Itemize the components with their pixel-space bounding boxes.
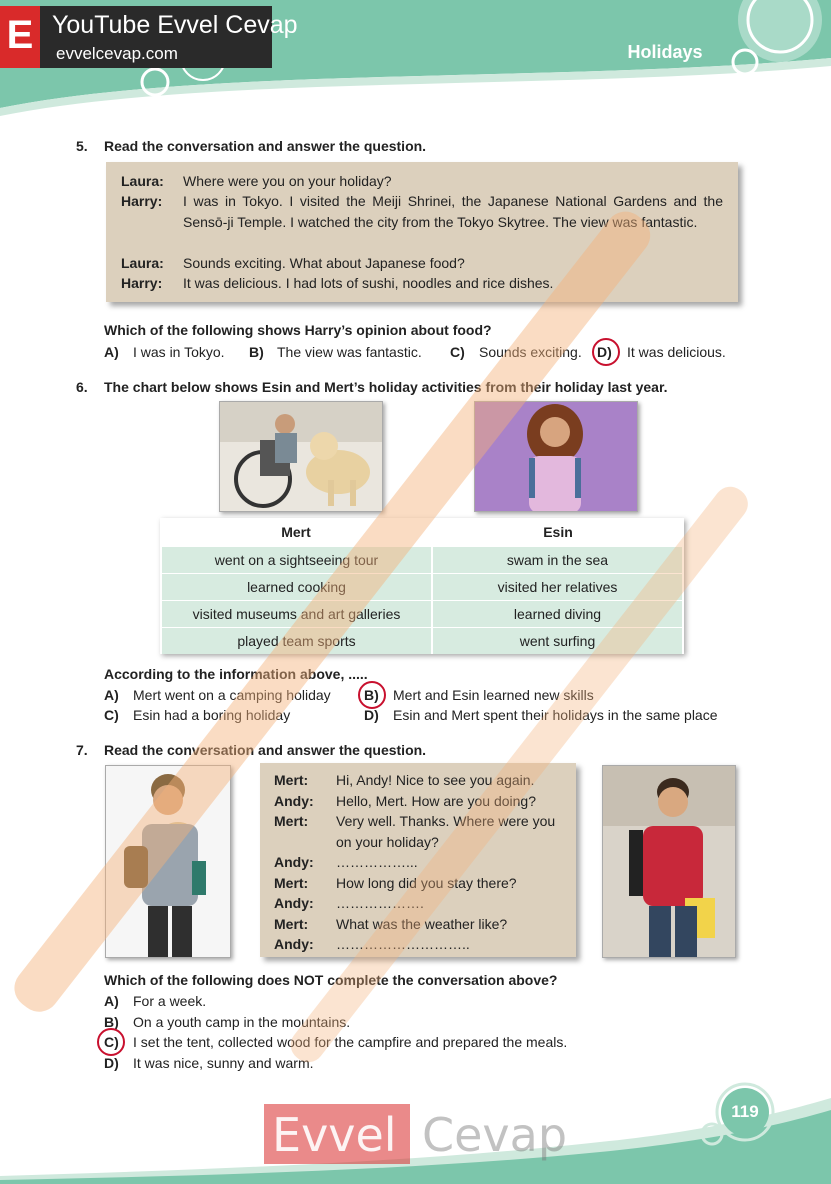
speaker-label: Mert: bbox=[274, 875, 309, 891]
conversation-text: How long did you stay there? bbox=[336, 875, 517, 891]
table-cell: played team sports bbox=[162, 628, 431, 654]
speaker-label: Andy: bbox=[274, 895, 314, 911]
brand-url[interactable]: evvelcevap.com bbox=[56, 44, 178, 63]
table-cell: went surfing bbox=[433, 628, 682, 654]
option-text[interactable]: I set the tent, collected wood for the campfire and prepared the meals. bbox=[133, 1034, 568, 1050]
table-cell: swam in the sea bbox=[433, 547, 682, 573]
speaker-label: Andy: bbox=[274, 793, 314, 809]
question-number: 6. bbox=[76, 379, 88, 395]
dialogue-box bbox=[106, 162, 738, 302]
table-cell: went on a sightseeing tour bbox=[162, 547, 431, 573]
question-prompt: Read the conversation and answer the question. bbox=[104, 138, 427, 154]
dialogue-text: It was delicious. I had lots of sushi, noodles and rice dishes. bbox=[183, 275, 554, 291]
option-text[interactable]: On a youth camp in the mountains. bbox=[133, 1014, 351, 1030]
option-text[interactable]: Mert and Esin learned new skills bbox=[393, 687, 594, 703]
photo-andy bbox=[105, 765, 231, 958]
table-cell: visited museums and art galleries bbox=[162, 601, 431, 627]
option-letter[interactable]: C) bbox=[450, 344, 465, 360]
option-letter[interactable]: D) bbox=[104, 1055, 119, 1071]
answer-circle-mark bbox=[97, 1028, 125, 1056]
speaker-label: Harry: bbox=[121, 275, 163, 291]
option-text[interactable]: Esin had a boring holiday bbox=[133, 707, 291, 723]
answer-circle-mark bbox=[592, 338, 620, 366]
option-text[interactable]: It was delicious. bbox=[627, 344, 726, 360]
speaker-label: Harry: bbox=[121, 193, 163, 209]
photo-mert-q7 bbox=[602, 765, 736, 958]
option-text[interactable]: Esin and Mert spent their holidays in the same place bbox=[393, 707, 718, 723]
option-letter[interactable]: D) bbox=[597, 344, 612, 360]
table-header: Esin bbox=[543, 524, 573, 540]
option-letter[interactable]: C) bbox=[104, 707, 119, 723]
photo-mert bbox=[219, 401, 383, 512]
speaker-label: Andy: bbox=[274, 854, 314, 870]
conversation-text: What was the weather like? bbox=[336, 916, 508, 932]
option-text[interactable]: Mert went on a camping holiday bbox=[133, 687, 331, 703]
dialogue-text: I was in Tokyo. I visited the Meiji Shrinei, the Japanese National Gardens and the Sensō-ji Temple. I watched the city from the Tokyo Skytree. The view was fantastic. bbox=[183, 193, 723, 230]
speaker-label: Mert: bbox=[274, 916, 309, 932]
conversation-text: Very well. Thanks. Where were you bbox=[336, 813, 556, 829]
speaker-label: Mert: bbox=[274, 772, 309, 788]
conversation-box bbox=[260, 763, 576, 957]
table-cell: learned cooking bbox=[162, 574, 431, 600]
option-text[interactable]: It was nice, sunny and warm. bbox=[133, 1055, 314, 1071]
answer-circle-mark bbox=[358, 681, 386, 709]
speaker-label: Laura: bbox=[121, 173, 164, 189]
watermark-text: Cevap bbox=[422, 1108, 568, 1162]
photo-esin bbox=[474, 401, 638, 512]
question-number: 5. bbox=[76, 138, 88, 154]
conversation-text: Hello, Mert. How are you doing? bbox=[336, 793, 536, 809]
brand-title: YouTube Evvel Cevap bbox=[52, 11, 298, 39]
option-letter[interactable]: B) bbox=[249, 344, 264, 360]
question-prompt: The chart below shows Esin and Mert’s holiday activities from their holiday last year. bbox=[104, 379, 668, 395]
option-letter[interactable]: C) bbox=[104, 1034, 119, 1050]
speaker-label: Laura: bbox=[121, 255, 164, 271]
conversation-blank: ……………………….. bbox=[336, 936, 470, 952]
question-number: 7. bbox=[76, 742, 88, 758]
watermark-text: Evvel bbox=[272, 1108, 397, 1162]
question-text: Which of the following does NOT complete the conversation above? bbox=[104, 972, 558, 988]
conversation-text: on your holiday? bbox=[336, 834, 439, 850]
option-letter[interactable]: B) bbox=[104, 1014, 119, 1030]
table-header: Mert bbox=[281, 524, 311, 540]
page-number: 119 bbox=[731, 1102, 759, 1121]
activities-table bbox=[160, 518, 684, 654]
dialogue-text: Sounds exciting. What about Japanese food? bbox=[183, 255, 465, 271]
conversation-blank: ……………... bbox=[336, 854, 418, 870]
footer-wave bbox=[0, 1080, 831, 1184]
table-cell: learned diving bbox=[433, 601, 682, 627]
question-prompt: Read the conversation and answer the question. bbox=[104, 742, 427, 758]
option-text[interactable]: For a week. bbox=[133, 993, 207, 1009]
speaker-label: Andy: bbox=[274, 936, 314, 952]
dialogue-text: Where were you on your holiday? bbox=[183, 173, 392, 189]
question-text: According to the information above, ..... bbox=[104, 666, 368, 682]
conversation-blank: ………………. bbox=[336, 895, 424, 911]
option-letter[interactable]: A) bbox=[104, 687, 119, 703]
option-text[interactable]: The view was fantastic. bbox=[277, 344, 422, 360]
option-letter[interactable]: A) bbox=[104, 344, 119, 360]
option-letter[interactable]: B) bbox=[364, 687, 379, 703]
unit-title: Holidays bbox=[627, 42, 703, 62]
question-text: Which of the following shows Harry’s opinion about food? bbox=[104, 322, 492, 338]
option-letter[interactable]: D) bbox=[364, 707, 379, 723]
option-letter[interactable]: A) bbox=[104, 993, 119, 1009]
speaker-label: Mert: bbox=[274, 813, 309, 829]
conversation-text: Hi, Andy! Nice to see you again. bbox=[336, 772, 535, 788]
brand-logo: E bbox=[0, 6, 40, 68]
table-cell: visited her relatives bbox=[433, 574, 682, 600]
option-text[interactable]: Sounds exciting. bbox=[479, 344, 582, 360]
option-text[interactable]: I was in Tokyo. bbox=[133, 344, 225, 360]
